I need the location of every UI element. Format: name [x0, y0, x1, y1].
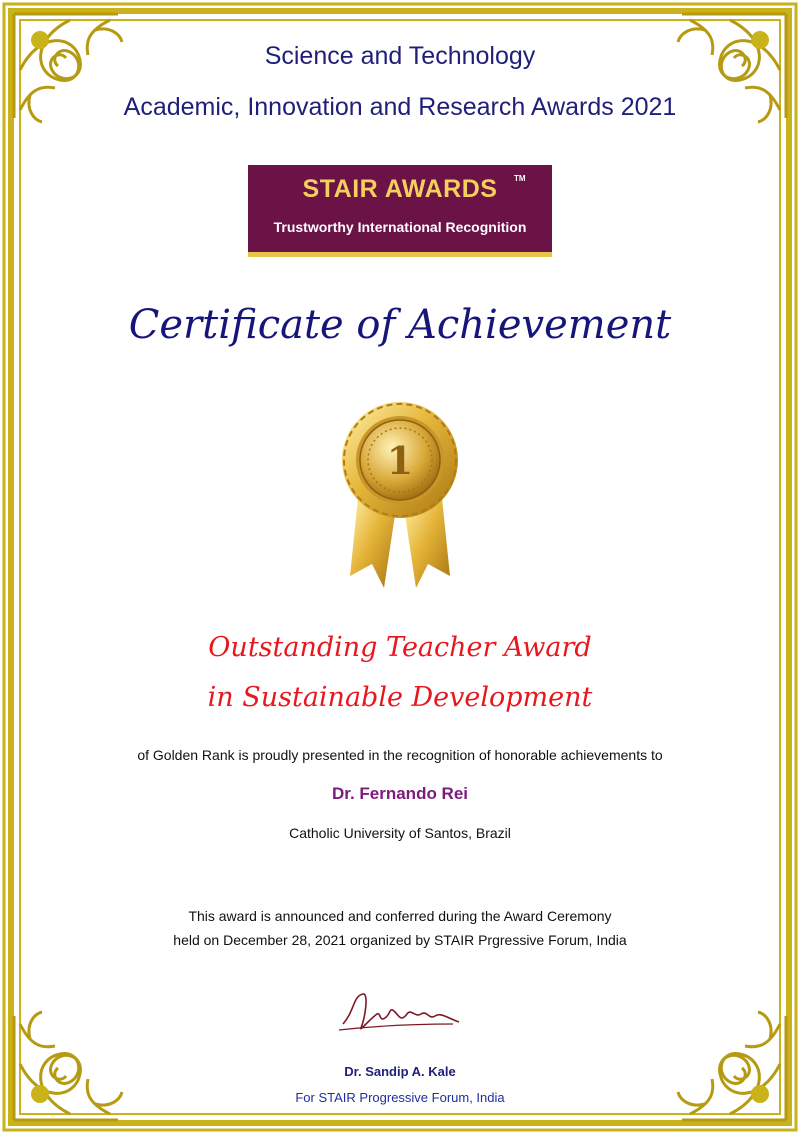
award-title-line-1: Outstanding Teacher Award — [208, 632, 592, 663]
stair-awards-logo — [248, 165, 552, 257]
ceremony-line-1: This award is announced and conferred during the Award Ceremony — [188, 908, 612, 924]
header-line-2: Academic, Innovation and Research Awards 2021 — [123, 93, 677, 121]
presentation-text: of Golden Rank is proudly presented in the recognition of honorable achievements to — [137, 747, 663, 763]
medal-number: 1 — [386, 438, 414, 483]
signatory-organization: For STAIR Progressive Forum, India — [295, 1090, 505, 1105]
recipient-affiliation: Catholic University of Santos, Brazil — [289, 825, 511, 841]
signature-image — [335, 988, 465, 1036]
award-title-line-2: in Sustainable Development — [207, 682, 593, 713]
logo-title: STAIR AWARDS — [302, 175, 498, 203]
gold-medal-icon — [330, 398, 470, 590]
ceremony-line-2: held on December 28, 2021 organized by STAIR Prgressive Forum, India — [173, 932, 627, 948]
logo-subtitle: Trustworthy International Recognition — [273, 219, 527, 235]
certificate-title: Certificate of Achievement — [128, 302, 672, 348]
recipient-name: Dr. Fernando Rei — [331, 784, 469, 803]
logo-trademark: TM — [514, 174, 526, 183]
signatory-name: Dr. Sandip A. Kale — [344, 1064, 456, 1079]
header-line-1: Science and Technology — [264, 42, 536, 70]
